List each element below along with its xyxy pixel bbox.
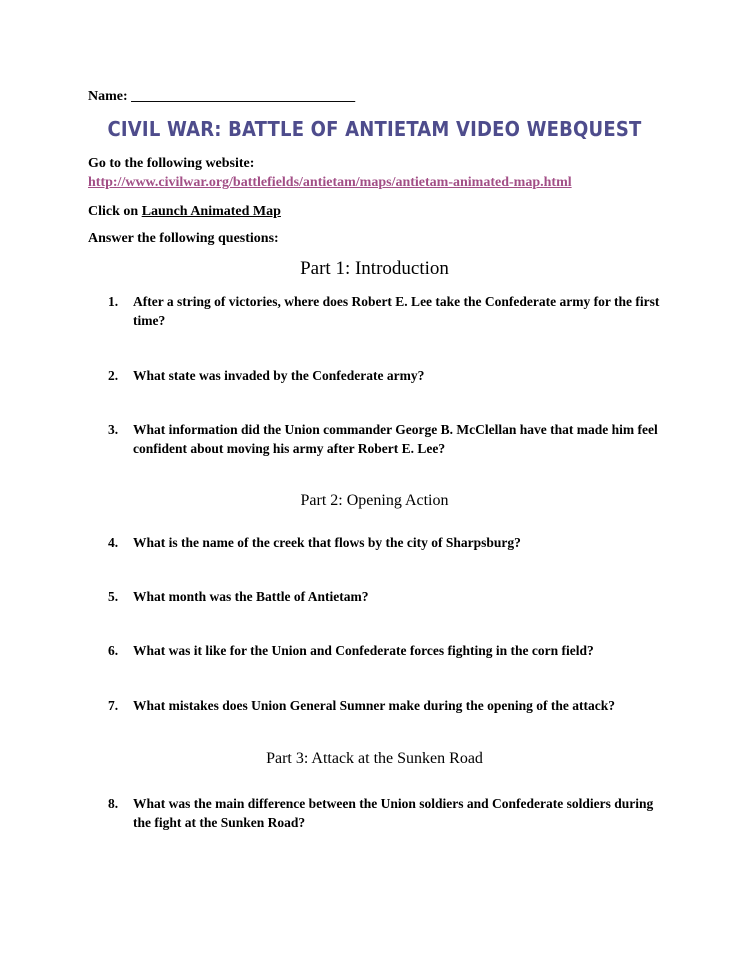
- question-text: What was it like for the Union and Confederate forces fighting in the corn field?: [133, 643, 594, 658]
- question-3: [108, 420, 668, 458]
- question-number: 4.: [108, 535, 119, 550]
- question-number: 7.: [108, 698, 119, 713]
- goto-instruction: Go to the following website:: [88, 156, 255, 171]
- name-label: Name:: [88, 89, 132, 104]
- question-text: What was the main difference between the Union soldiers and Confederate soldiers during the fight at the Sunken Road?: [133, 796, 654, 830]
- question-7: [108, 696, 668, 715]
- name-field: [88, 89, 355, 105]
- question-1: [108, 292, 668, 330]
- part-3-heading: Part 3: Attack at the Sunken Road: [266, 750, 483, 767]
- question-2: [108, 366, 668, 385]
- launch-animated-map-link[interactable]: Launch Animated Map: [141, 204, 281, 219]
- page-title: CIVIL WAR: BATTLE OF ANTIETAM VIDEO WEBQUEST: [107, 117, 642, 141]
- question-number: 5.: [108, 589, 119, 604]
- question-text: What information did the Union commander George B. McClellan have that made him feel confident about moving his army after Robert E. Lee?: [133, 422, 658, 456]
- question-text: What month was the Battle of Antietam?: [133, 589, 369, 604]
- part-2-heading: Part 2: Opening Action: [300, 492, 449, 509]
- question-text: What mistakes does Union General Sumner make during the opening of the attack?: [133, 698, 616, 713]
- answer-instruction: Answer the following questions:: [88, 231, 279, 246]
- part-1-heading: Part 1: Introduction: [300, 258, 449, 279]
- question-8: [108, 794, 668, 832]
- question-4: [108, 533, 668, 552]
- question-6: [108, 641, 668, 660]
- website-link[interactable]: http://www.civilwar.org/battlefields/antietam/maps/antietam-animated-map.html: [88, 175, 572, 190]
- question-number: 6.: [108, 643, 119, 658]
- question-text: What is the name of the creek that flows by the city of Sharpsburg?: [133, 535, 521, 550]
- click-instruction: [88, 204, 281, 220]
- question-number: 2.: [108, 368, 119, 383]
- name-blank[interactable]: ________________________________: [131, 89, 356, 104]
- question-text: What state was invaded by the Confederate army?: [133, 368, 425, 383]
- question-text: After a string of victories, where does Robert E. Lee take the Confederate army for the first time?: [133, 294, 660, 328]
- question-number: 1.: [108, 294, 119, 309]
- click-prefix: Click on: [88, 204, 142, 219]
- question-number: 3.: [108, 422, 119, 437]
- question-number: 8.: [108, 796, 119, 811]
- question-5: [108, 587, 668, 606]
